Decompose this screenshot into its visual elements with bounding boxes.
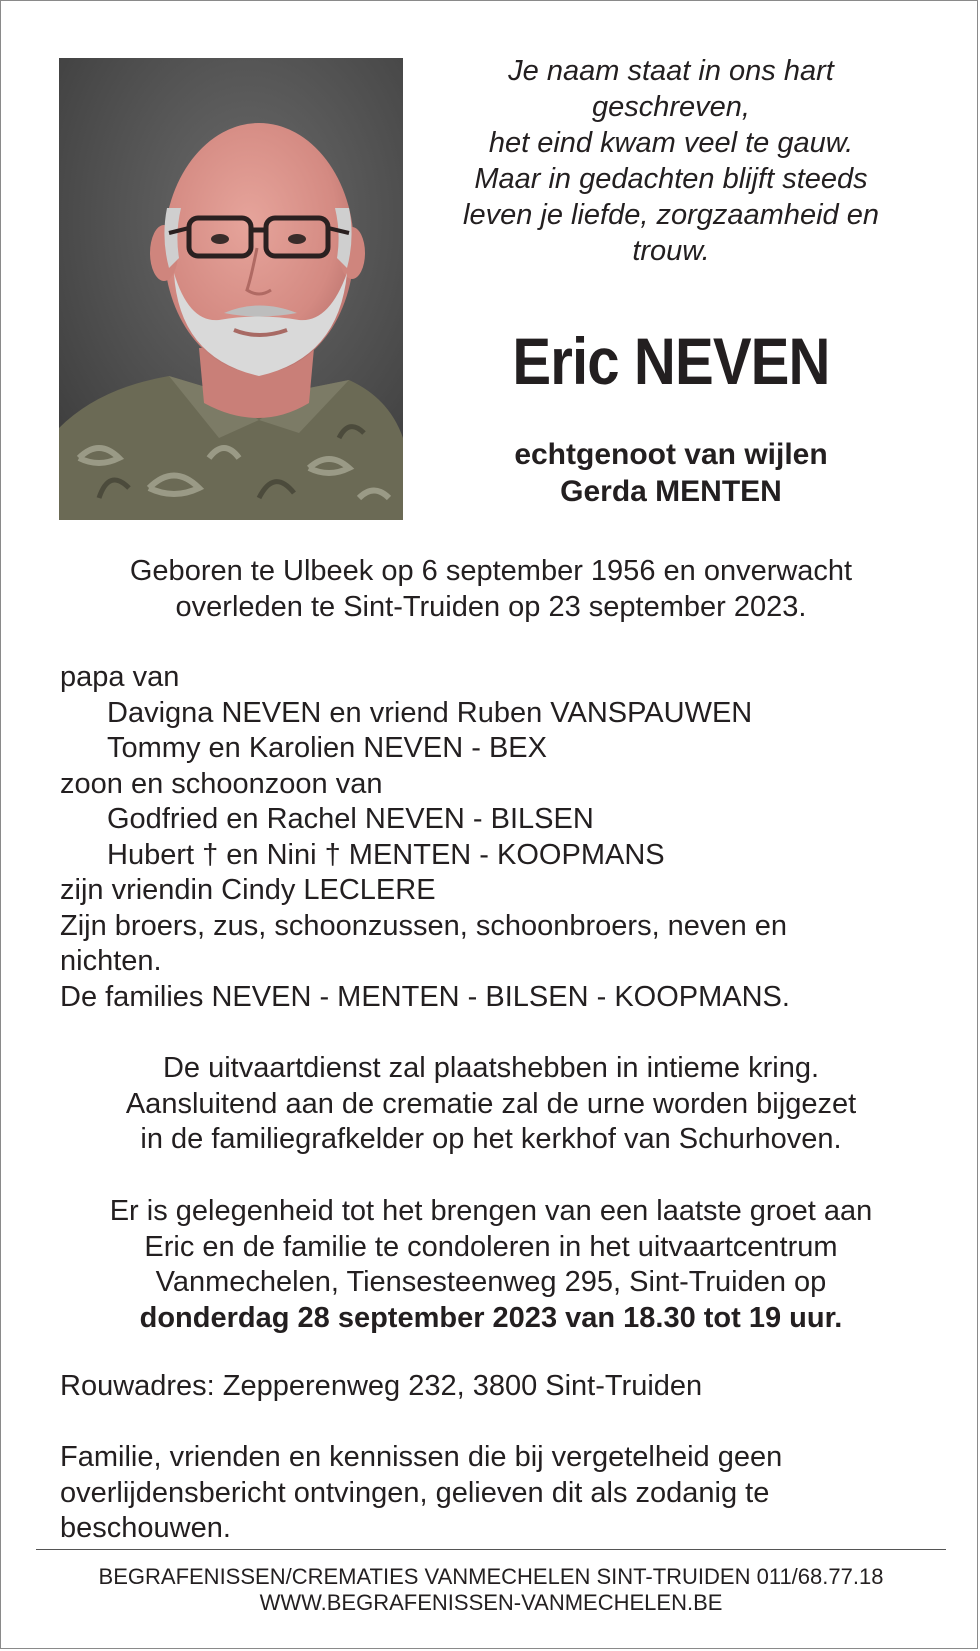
parent-entry: Hubert † en Nini † MENTEN - KOOPMANS — [107, 838, 665, 871]
poem-line: Je naam staat in ons hart — [508, 55, 834, 87]
closing-line: overlijdensbericht ontvingen, gelieven dit als zodanig te — [60, 1476, 770, 1509]
visitation-line: Eric en de familie te condoleren in het uitvaartcentrum — [144, 1230, 838, 1263]
funeral-home-website: WWW.BEGRAFENISSEN-VANMECHELEN.BE — [259, 1590, 723, 1615]
child-entry: Davigna NEVEN en vriend Ruben VANSPAUWEN — [107, 696, 753, 729]
birth-line: Geboren te Ulbeek op 6 september 1956 en onverwacht — [129, 555, 853, 587]
service-line: in de familiegrafkelder op het kerkhof van Schurhoven. — [140, 1123, 842, 1155]
poem-line: leven je liefde, zorgzaamheid en — [463, 199, 879, 231]
papa-label: papa van — [60, 661, 180, 693]
poem-line: trouw. — [632, 235, 710, 267]
siblings-line: nichten. — [60, 945, 162, 977]
birth-death-info — [61, 553, 921, 625]
visitation-line: Vanmechelen, Tiensesteenweg 295, Sint-Truiden op — [155, 1266, 827, 1298]
portrait-photo — [59, 58, 403, 520]
poem-line: geschreven, — [592, 91, 750, 123]
son-label: zoon en schoonzoon van — [60, 767, 383, 800]
deceased-name: Eric NEVEN — [512, 324, 830, 398]
parent-entry: Godfried en Rachel NEVEN - BILSEN — [107, 803, 594, 835]
siblings-line: Zijn broers, zus, schoonzussen, schoonbroers, neven en — [60, 909, 788, 942]
closing-line: Familie, vrienden en kennissen die bij vergetelheid geen — [60, 1441, 783, 1473]
closing-note — [60, 1440, 920, 1547]
family-list — [60, 660, 940, 1015]
girlfriend-line: zijn vriendin Cindy LECLERE — [60, 874, 436, 906]
spouse-line: echtgenoot van wijlen — [514, 438, 828, 471]
poem-line: het eind kwam veel te gauw. — [488, 127, 854, 159]
visitation-info — [61, 1194, 921, 1336]
death-line: overleden te Sint-Truiden op 23 september 2023. — [175, 591, 807, 623]
funeral-home-contact: BEGRAFENISSEN/CREMATIES VANMECHELEN SINT-TRUIDEN 011/68.77.18 — [98, 1564, 884, 1589]
memorial-poem — [431, 53, 911, 269]
spouse-info — [431, 436, 911, 510]
funeral-service-info — [61, 1051, 921, 1158]
poem-line: Maar in gedachten blijft steeds — [474, 163, 868, 195]
visitation-date-time: donderdag 28 september 2023 van 18.30 tot 19 uur. — [139, 1301, 843, 1334]
spouse-name: Gerda MENTEN — [560, 475, 782, 508]
service-line: De uitvaartdienst zal plaatshebben in intieme kring. — [162, 1052, 820, 1084]
service-line: Aansluitend aan de crematie zal de urne worden bijgezet — [125, 1087, 857, 1120]
mourning-address: Rouwadres: Zepperenweg 232, 3800 Sint-Truiden — [60, 1370, 703, 1402]
closing-line: beschouwen. — [60, 1512, 231, 1544]
families-line: De families NEVEN - MENTEN - BILSEN - KOOPMANS. — [60, 980, 790, 1013]
visitation-line: Er is gelegenheid tot het brengen van een laatste groet aan — [109, 1195, 873, 1227]
funeral-home-footer — [36, 1564, 946, 1616]
footer-divider — [36, 1549, 946, 1550]
child-entry: Tommy en Karolien NEVEN - BEX — [107, 732, 547, 764]
